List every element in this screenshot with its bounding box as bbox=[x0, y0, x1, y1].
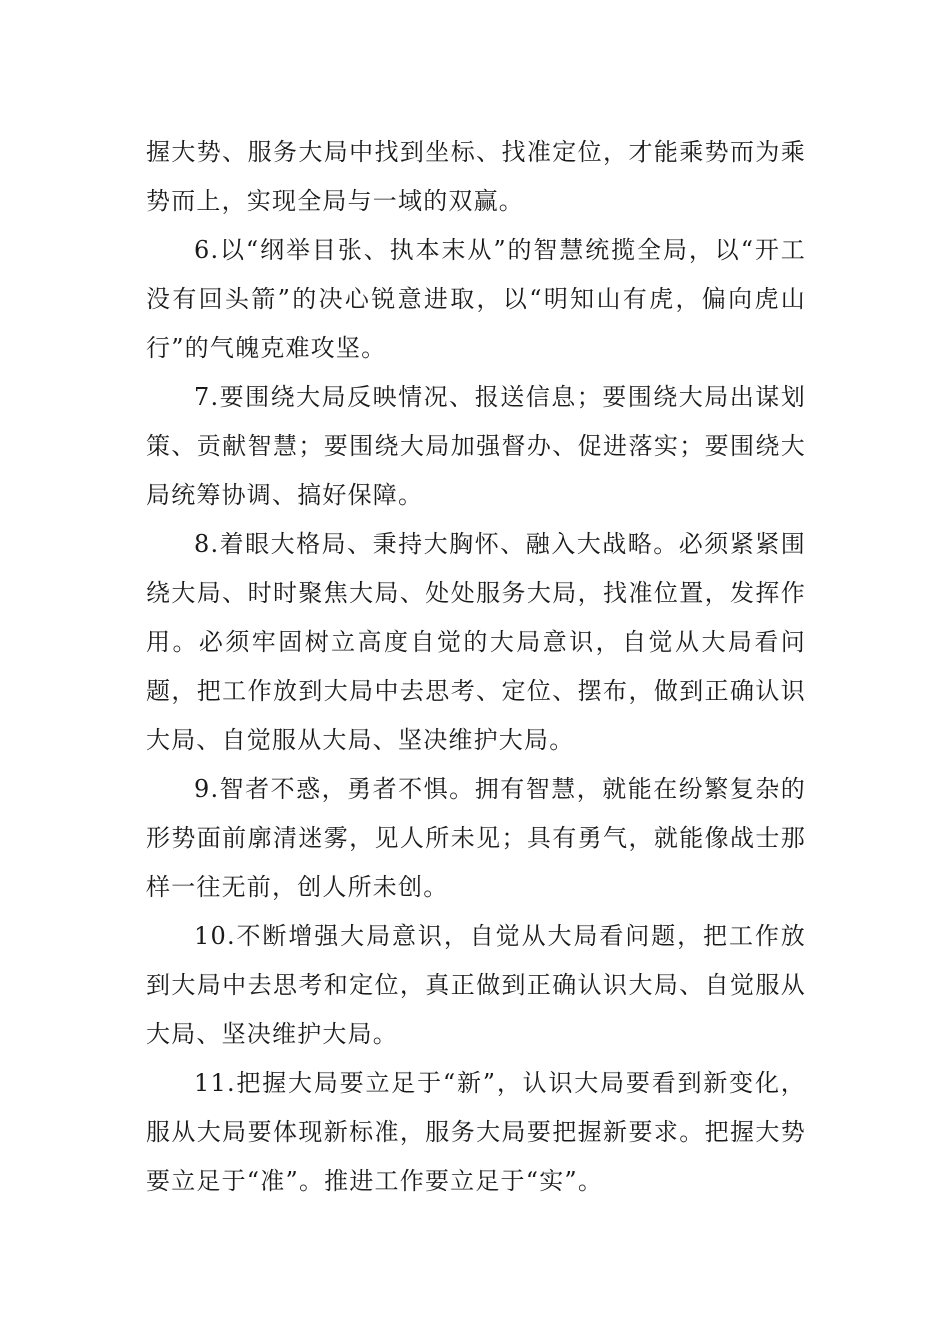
paragraph-item-10: 10.不断增强大局意识，自觉从大局看问题，把工作放到大局中去思考和定位，真正做到正确认识大局、自觉服从大局、坚决维护大局。 bbox=[146, 922, 806, 1048]
paragraph-item-8: 8.着眼大格局、秉持大胸怀、融入大战略。必须紧紧围绕大局、时时聚焦大局、处处服务大局，找准位置，发挥作用。必须牢固树立高度自觉的大局意识，自觉从大局看问题，把工作放到大局中去思考、定位、摆布，做到正确认识大局、自觉服从大局、坚决维护大局。 bbox=[146, 530, 806, 754]
paragraph-continuation: 握大势、服务大局中找到坐标、找准定位，才能乘势而为乘势而上，实现全局与一域的双赢。 bbox=[146, 138, 806, 215]
paragraph-item-6: 6.以“纲举目张、执本末从”的智慧统揽全局，以“开工没有回头箭”的决心锐意进取，以“明知山有虎，偏向虎山行”的气魄克难攻坚。 bbox=[146, 236, 806, 362]
paragraph-item-7: 7.要围绕大局反映情况、报送信息；要围绕大局出谋划策、贡献智慧；要围绕大局加强督办、促进落实；要围绕大局统筹协调、搞好保障。 bbox=[146, 383, 806, 509]
paragraph-item-11: 11.把握大局要立足于“新”，认识大局要看到新变化，服从大局要体现新标准，服务大局要把握新要求。把握大势要立足于“准”。推进工作要立足于“实”。 bbox=[146, 1069, 806, 1195]
paragraph-item-9: 9.智者不惑，勇者不惧。拥有智慧，就能在纷繁复杂的形势面前廓清迷雾，见人所未见；具有勇气，就能像战士那样一往无前，创人所未创。 bbox=[146, 775, 806, 901]
document-body bbox=[146, 128, 806, 1206]
